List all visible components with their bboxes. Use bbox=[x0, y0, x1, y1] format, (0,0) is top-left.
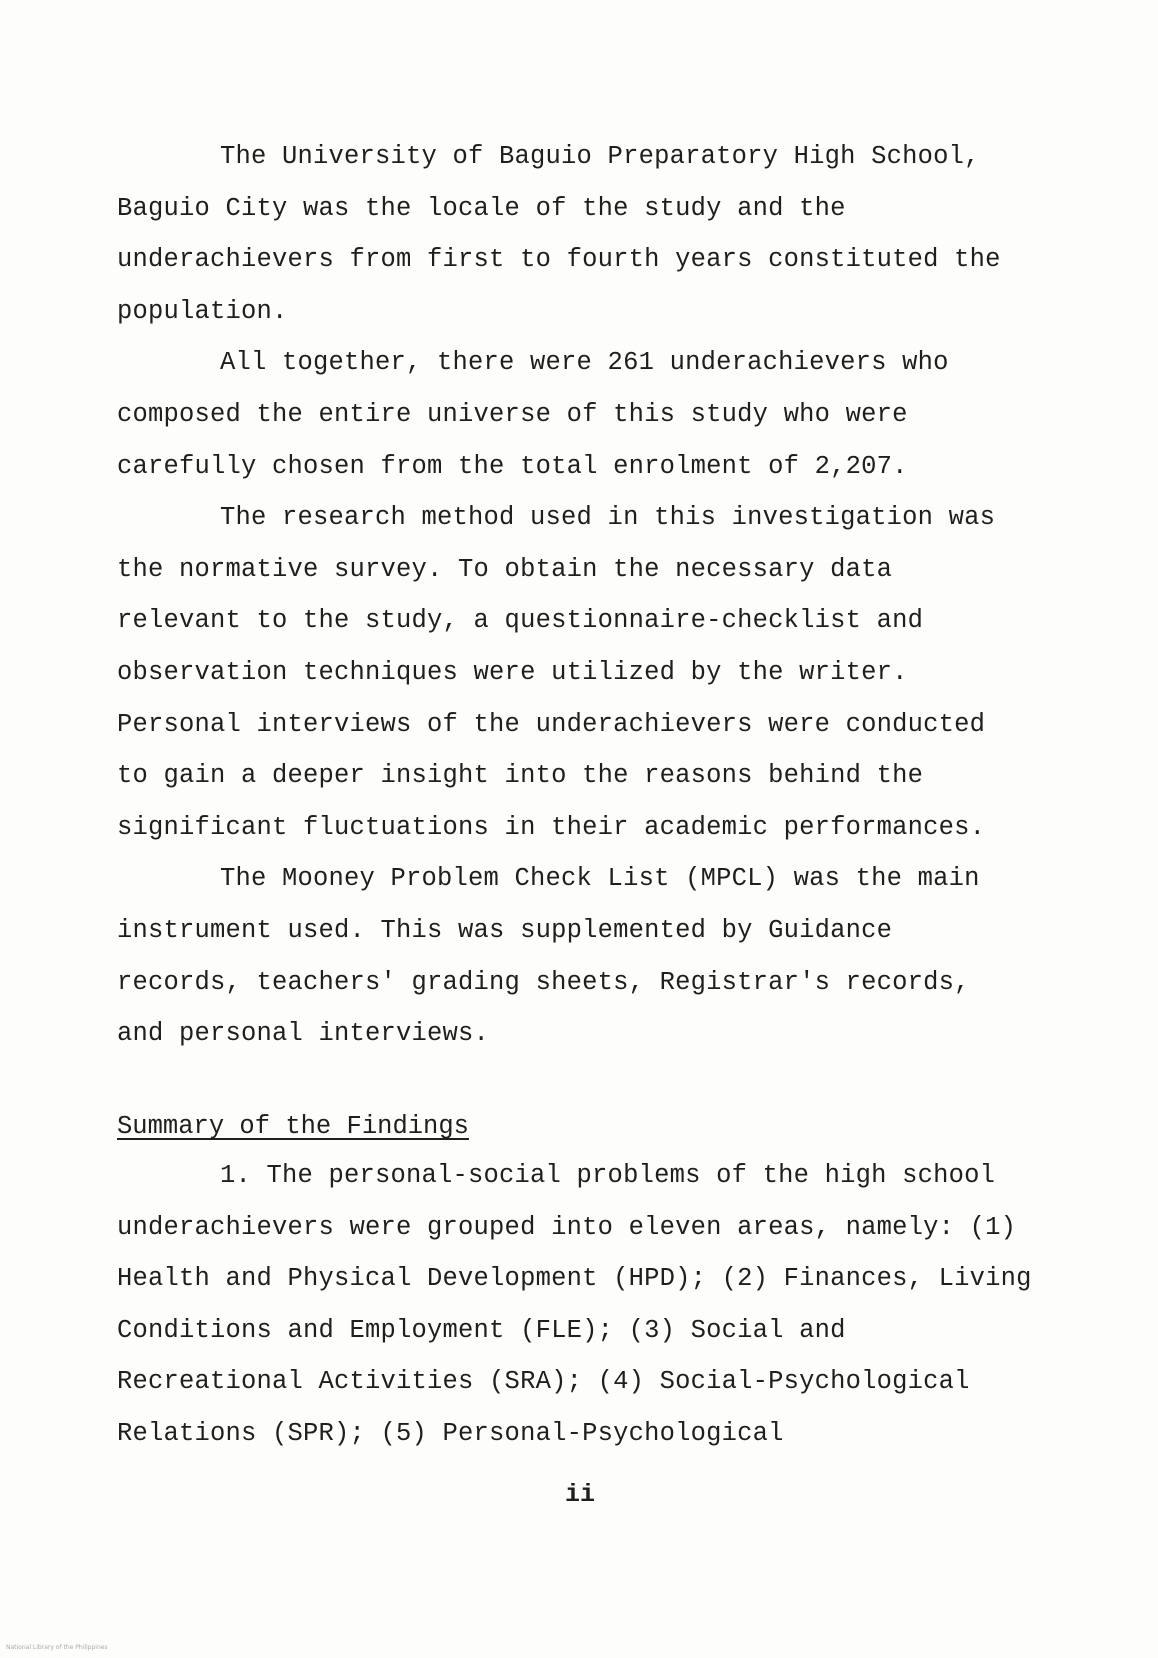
finding-1 bbox=[117, 1150, 1037, 1460]
paragraph-locale: The University of Baguio Preparatory High School, Baguio City was the locale of the study and the underachievers from first to fourth years constituted the population. bbox=[117, 142, 1001, 326]
finding-1-text: 1. The personal-social problems of the high school underachievers were grouped into eleven areas, namely: (1) Health and Physical Development (HPD); (2) Finances, Living Conditions and Employment (FLE); (3) Social and Recreational Activities (SRA); (4) Social-Psychological Relations (SPR); (5) Personal-Psychological bbox=[117, 1161, 1032, 1448]
paragraph-instrument: The Mooney Problem Check List (MPCL) was the main instrument used. This was supplemented by Guidance records, teachers' grading sheets, Registrar's records, and personal interviews. bbox=[117, 864, 980, 1049]
section-heading: Summary of the Findings bbox=[117, 1112, 469, 1141]
paragraph-method: The research method used in this investigation was the normative survey. To obtain the necessary data relevant to the study, a questionnaire-checklist and observation techniques were utilized by the writer. Personal interviews of the underachievers were conducted to gain a deeper insight into the reasons behind the significant fluctuations in their academic performances. bbox=[117, 503, 996, 842]
page-number: ii bbox=[565, 1480, 596, 1509]
footer-note: National Library of the Philippines bbox=[6, 1644, 108, 1651]
body-text bbox=[117, 131, 1017, 1060]
paragraph-population: All together, there were 261 underachievers who composed the entire universe of this study who were carefully chosen from the total enrolment of 2,207. bbox=[117, 348, 949, 481]
